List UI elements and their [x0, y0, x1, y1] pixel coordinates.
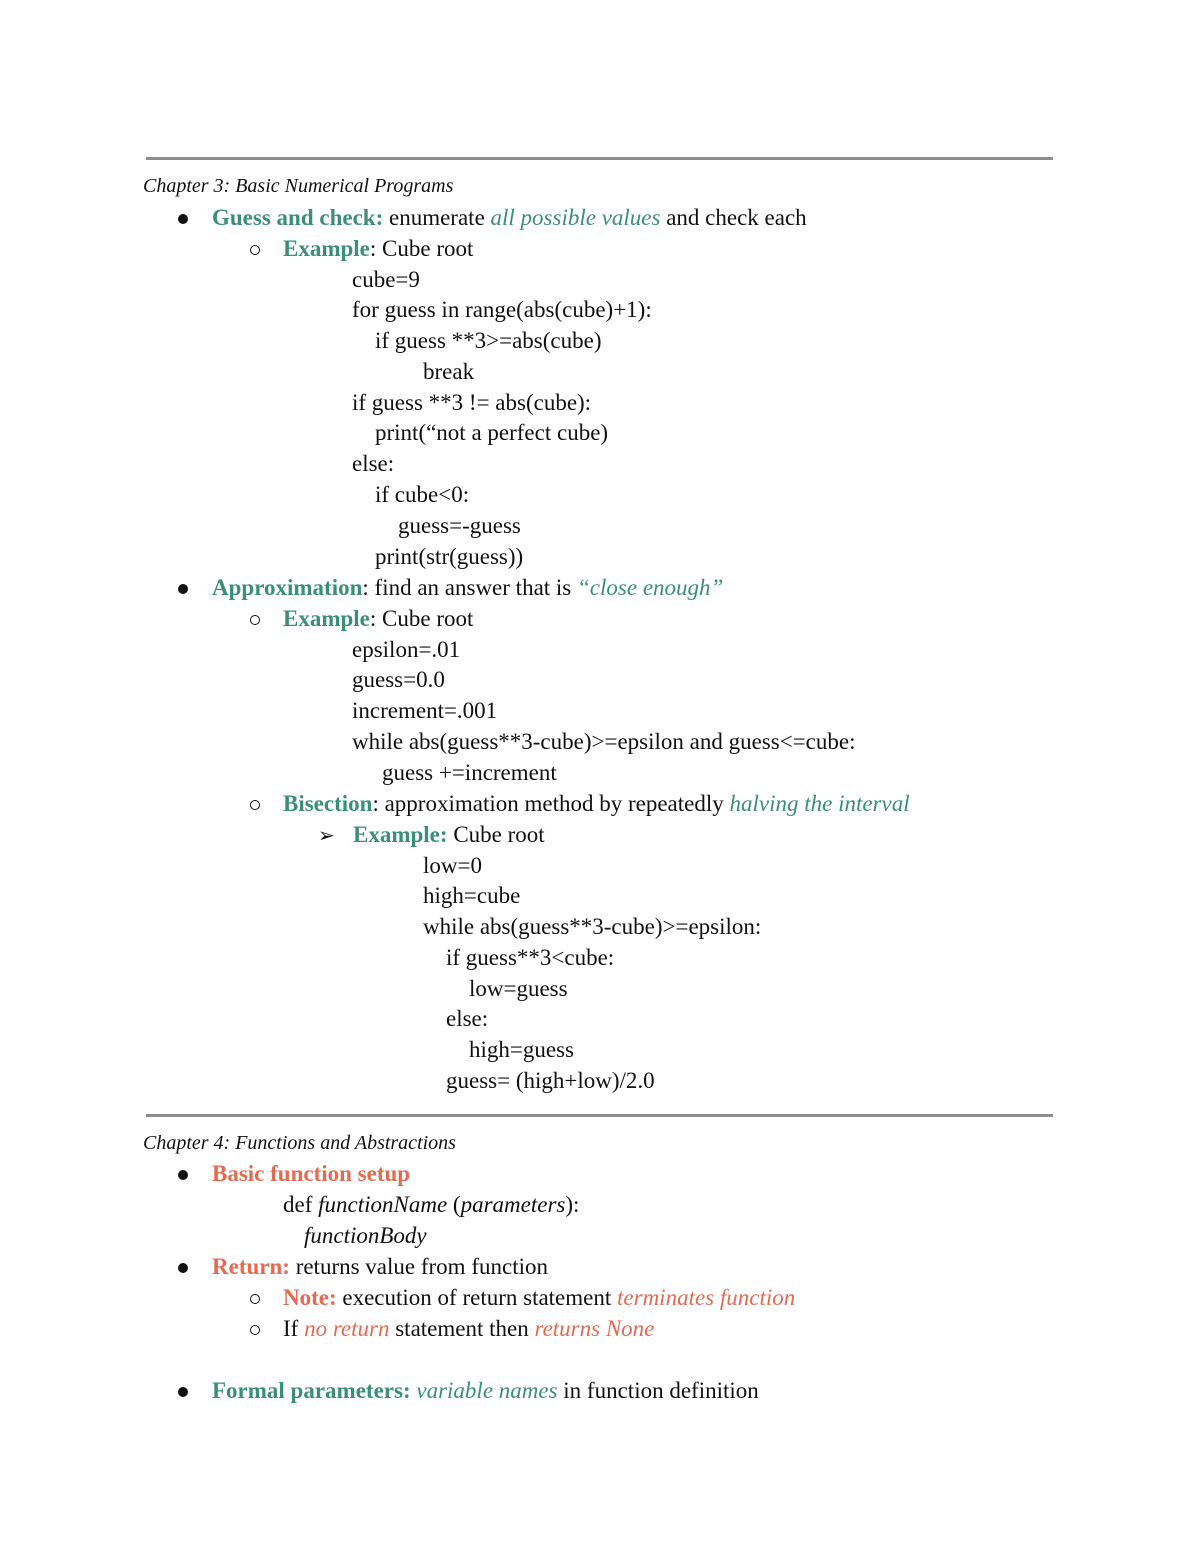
def-open: ( [447, 1192, 461, 1217]
code-line: cube=9 [352, 267, 420, 292]
example-label: Example [283, 606, 370, 631]
code-line: increment=.001 [352, 698, 498, 723]
function-body: functionBody [304, 1223, 427, 1248]
circle-bullet-icon [250, 245, 260, 255]
code-line: for guess in range(abs(cube)+1): [352, 297, 652, 322]
bisection-label: Bisection [283, 791, 373, 816]
code-line: if guess **3 != abs(cube): [352, 390, 592, 415]
formal-text: in function definition [557, 1378, 759, 1403]
code-line: low=guess [469, 976, 568, 1001]
code-line: print(“not a perfect cube) [375, 420, 609, 445]
code-line: else: [446, 1006, 489, 1031]
code-line: if guess **3>=abs(cube) [375, 328, 602, 353]
chapter-4-title: Chapter 4: Functions and Abstractions [143, 1132, 456, 1154]
code-line: high=guess [469, 1037, 574, 1062]
bisection-item [283, 789, 910, 819]
code-line: while abs(guess**3-cube)>=epsilon: [423, 914, 762, 939]
circle-bullet-icon [250, 1294, 260, 1304]
note-text: execution of return statement [336, 1285, 618, 1310]
approximation-text: : find an answer that is [362, 575, 578, 600]
code-line: print(str(guess)) [375, 544, 524, 569]
code-line: break [423, 359, 475, 384]
chapter-3-title: Chapter 3: Basic Numerical Programs [143, 175, 454, 197]
if-text-b: statement then [389, 1316, 535, 1341]
approximation-emph: “close enough” [577, 575, 724, 600]
def-line [283, 1190, 579, 1220]
formal-label: Formal parameters: [212, 1378, 411, 1403]
code-line: high=cube [423, 883, 521, 908]
def-close: ): [565, 1192, 580, 1217]
guess-check-item [212, 203, 807, 233]
arrow-bullet-icon: ➢ [318, 823, 335, 847]
note-label: Note: [283, 1285, 337, 1310]
circle-bullet-icon [250, 1325, 260, 1335]
code-line: guess=-guess [398, 513, 521, 538]
example-label: Example: [353, 822, 448, 847]
return-label: Return: [212, 1254, 290, 1279]
bullet-icon [178, 1387, 188, 1397]
code-line: guess=0.0 [352, 667, 445, 692]
example-label: Example [283, 236, 370, 261]
bullet-icon [178, 1263, 188, 1273]
basic-function-item [212, 1159, 410, 1189]
section-divider [146, 1114, 1053, 1117]
section-divider [146, 157, 1053, 160]
def-keyword: def [283, 1192, 319, 1217]
code-line: low=0 [423, 853, 482, 878]
guess-check-text-b: and check each [660, 205, 807, 230]
def-params: parameters [460, 1192, 566, 1217]
def-name: functionName [318, 1192, 448, 1217]
bullet-icon [178, 214, 188, 224]
formal-emph: variable names [416, 1378, 558, 1403]
bisection-emph: halving the interval [729, 791, 910, 816]
guess-check-text-a: enumerate [383, 205, 491, 230]
example-text: : Cube root [369, 606, 474, 631]
example-text: Cube root [447, 822, 545, 847]
approximation-example [283, 604, 473, 634]
code-line: guess +=increment [382, 760, 557, 785]
bisection-example [353, 820, 545, 850]
guess-check-example [283, 234, 473, 264]
circle-bullet-icon [250, 615, 260, 625]
note-emph: terminates function [617, 1285, 796, 1310]
code-line: else: [352, 451, 395, 476]
approximation-item [212, 573, 723, 603]
guess-check-emph: all possible values [490, 205, 661, 230]
code-line: if cube<0: [375, 482, 470, 507]
guess-check-label: Guess and check: [212, 205, 384, 230]
code-line: if guess**3<cube: [446, 945, 615, 970]
formal-parameters-item [212, 1376, 759, 1406]
example-text: : Cube root [369, 236, 474, 261]
return-item [212, 1252, 548, 1282]
code-line: guess= (high+low)/2.0 [446, 1068, 655, 1093]
approximation-label: Approximation [212, 575, 363, 600]
return-none-note [283, 1314, 654, 1344]
if-emph-1: no return [304, 1316, 390, 1341]
code-line: while abs(guess**3-cube)>=epsilon and guess<=cube: [352, 729, 856, 754]
circle-bullet-icon [250, 800, 260, 810]
bullet-icon [178, 584, 188, 594]
if-text-a: If [283, 1316, 305, 1341]
code-line: epsilon=.01 [352, 637, 461, 662]
bisection-text: : approximation method by repeatedly [372, 791, 730, 816]
if-emph-2: returns None [534, 1316, 655, 1341]
basic-function-label: Basic function setup [212, 1161, 411, 1186]
bullet-icon [178, 1170, 188, 1180]
return-text: returns value from function [289, 1254, 548, 1279]
return-note [283, 1283, 795, 1313]
